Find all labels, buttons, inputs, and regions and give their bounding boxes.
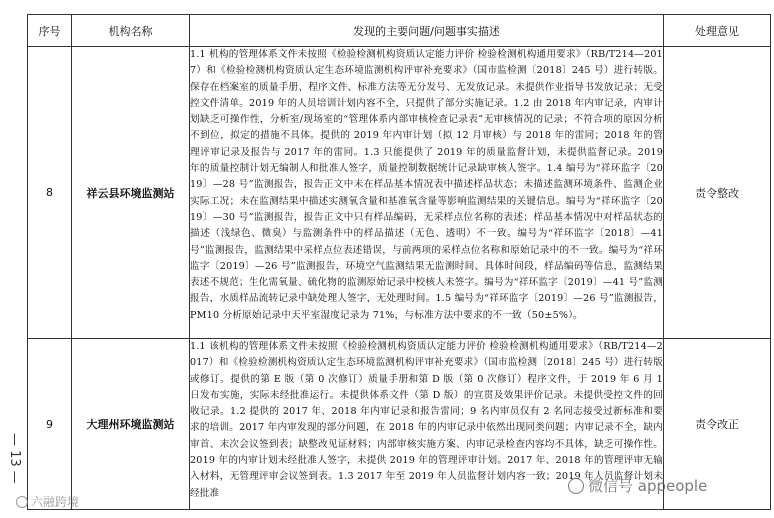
row-serial-number: 9 bbox=[28, 339, 72, 510]
header-serial-number: 序号 bbox=[28, 15, 72, 47]
row-handling-opinion: 责令整改 bbox=[664, 47, 771, 339]
row-organization-name: 祥云县环境监测站 bbox=[72, 47, 190, 339]
inspection-results-table bbox=[27, 14, 771, 510]
row-serial-number: 8 bbox=[28, 47, 72, 339]
row-organization-name: 大理州环境监测站 bbox=[72, 339, 190, 510]
brand-logo-icon bbox=[16, 496, 28, 508]
header-organization-name: 机构名称 bbox=[72, 15, 190, 47]
table-header-row bbox=[28, 15, 771, 47]
row-issue-cell bbox=[190, 47, 664, 339]
table-row bbox=[28, 47, 771, 339]
row-handling-opinion: 责令改正 bbox=[664, 339, 771, 510]
row-issue-description: 1.1 机构的管理体系文件未按照《检验检测机构资质认定能力评价 检验检测机构通用要求》（RB/T214—2017）和《检验检测机构资质认定生态环境监测机构评审补充要求》（国市监检测〔2018〕245 号）进行转版。保存在档案室的质量手册、程序文件、标准方法等无分发号、无发放记录。未提供作业指导书发放记录；无受控文件清单。2019 年的人员培训计划内容不全，只提供了部分实施记录。1.2 由 2018 年内审记录，内审计划缺乏可操作性，分析室/现场室的“管理体系内部审核检查记录表”无审核情况的记录；不符合项的原因分析不到位，拟定的措施不具体。提供的 2019 年内审计划（拟 12 月审核）与 2018 年的雷同；2018 年的管理评审记录及报告与 2017 年的雷同。1.3 只能提供了 2019 年的质量监督计划，未提供监督记录。2019 年的质量控制计划无编制人和批准人签字，质量控制数据统计记录缺审核人签字。1.4 编号为“祥环监字〔2019〕—28 号”监测报告，报告正文中未在样品基本情况表中描述样品状态；未描述监测环境条件、监测企业实际工况；未在监测结果中描述实测氧含量和基准氧含量等影响监测结果的关键信息。编号为“祥环监字〔2019〕—30 号”监测报告，报告正文中只有样品编码，无采样点位名称的表述；样品基本情况中对样品状态的描述（浅绿色、微臭）与监测条件中的样品描述（无色、透明）不一致。编号为“祥环监字〔2018〕—41 号”监测报告，监测结果中采样点位表述错误，与前两项的采样点位名称和原始记录中的不一致。编号为“祥环监字〔2019〕—26 号”监测报告，环境空气监测结果无监测时间、具体时间段，样品编码等信息，监测结果表述不规范；生化需氧量、硫化物的监测原始记录中校核人未签字。编号为“祥环监字〔2019〕—41 号”监测报告，水质样品流转记录中缺处理人签字，无处理时间。1.5 编号为“祥环监字〔2019〕—26 号”监测报告，PM10 分析原始记录中天平室湿度记录为 71%，与标准方法中要求的不一致（50±5%）。 bbox=[190, 49, 663, 321]
wechat-logo-icon bbox=[568, 478, 584, 494]
watermark-right-text: 微信号 appeople bbox=[588, 477, 708, 495]
row-issue-description: 1.1 该机构的管理体系文件未按照《检验检测机构资质认定能力评价 检验检测机构通用要求》（RB/T214—2017）和《检验检测机构资质认定生态环境监测机构评审补充要求》（国市监检测〔2018〕245 号）进行转版或修订。提供的第 E 版（第 0 次修订）质量手册和第 D 版（第 0 次修订）程序文件，于 2019 年 6 月 1 日发布实施，实际未经批准运行。未提供体系文件（第 D 版）的宣贯及效果评价记录。未提供受控文件的回收记录。1.2 提供的 2017 年、2018 年内审记录和报告雷同；9 名内审员仅有 2 名同志接受过新标准和要求的培训。2017 年内审发现的部分问题，在 2018 年的内审记录中依然出现同类问题；内审记录不全，缺内审首、末次会议签到表；缺整改见证材料；内部审核实施方案、内审记录检查内容均不具体，缺乏可操作性。2019 年的内审计划未经批准人签字，未提供 2019 年的管理评审计划。2017 年、2018 年的管理评审无输入材料，无管理评审会议签到表。1.3 2017 年至 2019 年人员监督计划内容一致；2019 年人员监督计划未经批准 bbox=[190, 341, 663, 499]
watermark-left-text: 六融跨境 bbox=[31, 495, 80, 509]
header-handling-opinion: 处理意见 bbox=[664, 15, 771, 47]
watermark-right bbox=[568, 475, 707, 496]
watermark-left bbox=[16, 493, 79, 510]
header-issue-description: 发现的主要问题/问题事实描述 bbox=[190, 15, 664, 47]
page-number: — 13 — bbox=[7, 432, 22, 484]
